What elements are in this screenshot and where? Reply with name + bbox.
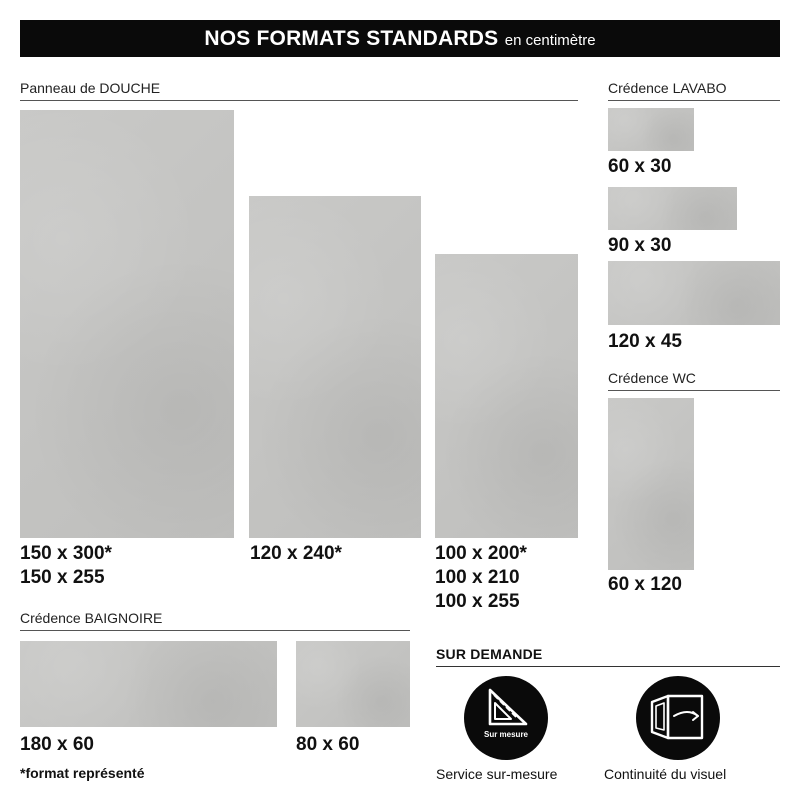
section-divider-sur-demande — [436, 666, 780, 667]
dim-label: 60 x 30 — [608, 156, 672, 177]
section-label-douche: Panneau de DOUCHE — [20, 80, 161, 96]
tile-wc-60x120 — [608, 398, 694, 570]
service-label-sur-mesure: Service sur-mesure — [436, 766, 558, 782]
dims-douche-100 — [435, 542, 527, 614]
section-label-baignoire: Crédence BAIGNOIRE — [20, 610, 163, 626]
tile-lavabo-120x45 — [608, 261, 780, 325]
tile-lavabo-90x30 — [608, 187, 737, 230]
section-label-wc: Crédence WC — [608, 370, 696, 386]
header-banner — [20, 20, 780, 57]
page-subtitle: en centimètre — [504, 32, 596, 49]
dim-label: 60 x 120 — [608, 574, 682, 595]
dims-douche-150 — [20, 542, 112, 590]
tile-lavabo-60x30 — [608, 108, 694, 151]
section-divider-baignoire — [20, 630, 410, 631]
dim-label: 150 x 300* — [20, 543, 112, 564]
section-divider-wc — [608, 390, 780, 391]
footnote: *format représenté — [20, 765, 145, 781]
page-title: NOS FORMATS STANDARDS — [204, 27, 499, 50]
icon-badge-label: Sur mesure — [483, 730, 529, 739]
set-square-icon — [464, 676, 548, 760]
service-label-continuite: Continuité du visuel — [604, 766, 727, 782]
tile-douche-100x200 — [435, 254, 578, 538]
dim-label: 100 x 255 — [435, 591, 520, 612]
dim-label: 90 x 30 — [608, 235, 672, 256]
dim-label: 80 x 60 — [296, 734, 360, 755]
dim-label: 120 x 45 — [608, 331, 682, 352]
section-divider-lavabo — [608, 100, 780, 101]
dim-label: 180 x 60 — [20, 734, 94, 755]
dim-label: 100 x 210 — [435, 567, 520, 588]
tile-baignoire-80x60 — [296, 641, 410, 727]
tile-baignoire-180x60 — [20, 641, 277, 727]
section-divider-douche — [20, 100, 578, 101]
dim-label: 120 x 240* — [250, 543, 342, 564]
tile-douche-120x240 — [249, 196, 421, 538]
tile-douche-150x300 — [20, 110, 234, 538]
panel-continuity-icon — [636, 676, 720, 760]
dims-douche-120 — [250, 542, 342, 566]
dim-label: 150 x 255 — [20, 567, 105, 588]
dim-label: 100 x 200* — [435, 543, 527, 564]
section-label-lavabo: Crédence LAVABO — [608, 80, 727, 96]
section-label-sur-demande: SUR DEMANDE — [436, 646, 543, 662]
